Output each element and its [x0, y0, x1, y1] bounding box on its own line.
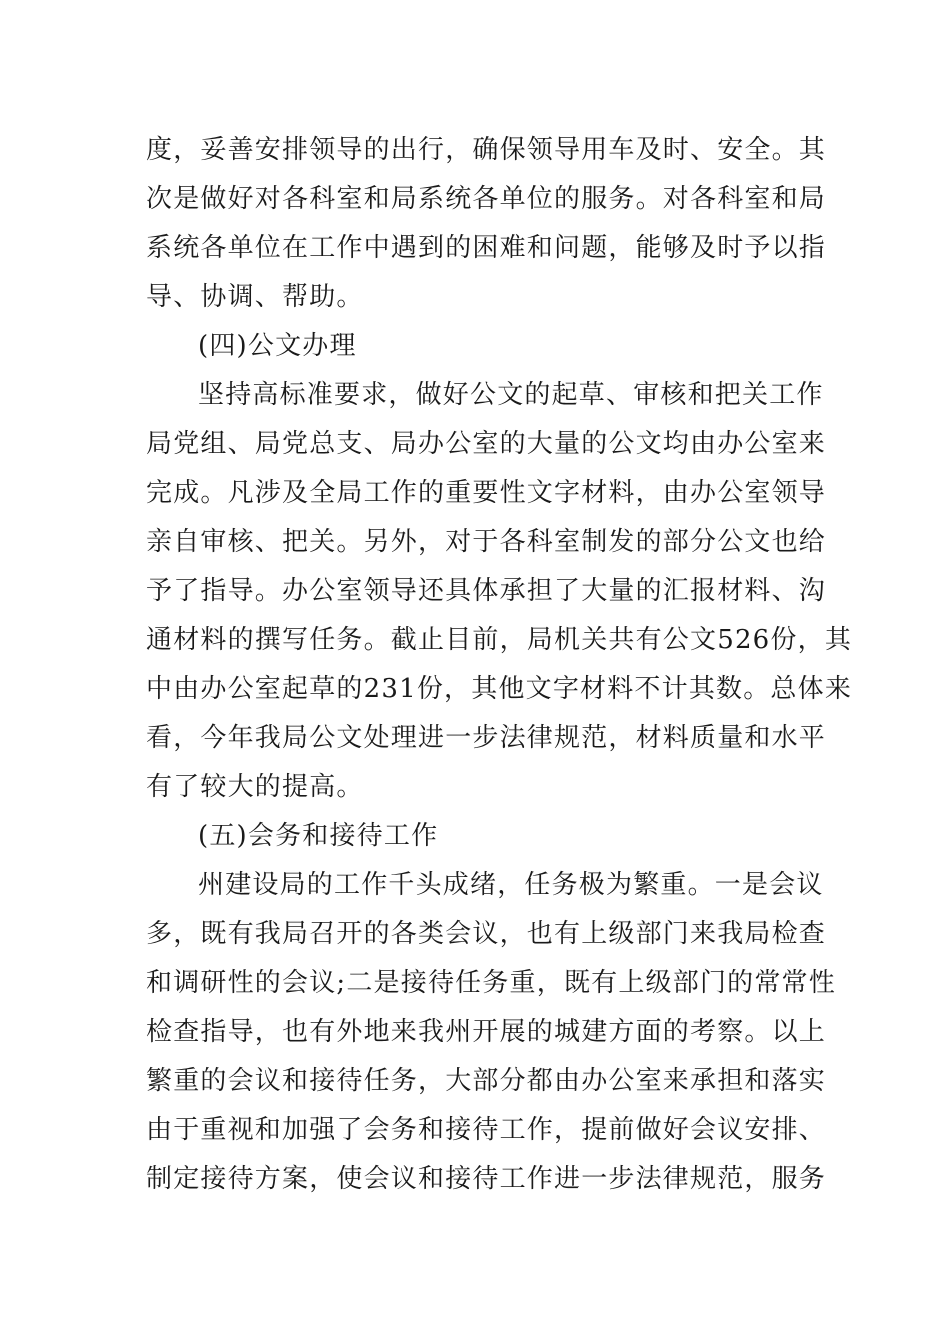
- paragraph-line: 有了较大的提高。: [146, 772, 364, 802]
- paragraph-line: 予了指导。办公室领导还具体承担了大量的汇报材料、沟: [146, 576, 827, 606]
- paragraph-line: 导、协调、帮助。: [146, 282, 364, 312]
- document-body: [146, 126, 853, 1204]
- paragraph-line: 完成。凡涉及全局工作的重要性文字材料，由办公室领导: [146, 478, 827, 508]
- paragraph-line: 通材料的撰写任务。截止目前，局机关共有公文526份，其: [146, 625, 853, 655]
- paragraph-line: 由于重视和加强了会务和接待工作，提前做好会议安排、: [146, 1115, 827, 1145]
- paragraph-line: 坚持高标准要求，做好公文的起草、审核和把关工作: [198, 380, 824, 410]
- paragraph-line: 制定接待方案，使会议和接待工作进一步法律规范，服务: [146, 1164, 827, 1194]
- paragraph-line: 看，今年我局公文处理进一步法律规范，材料质量和水平: [146, 723, 827, 753]
- paragraph-line: 和调研性的会议;二是接待任务重，既有上级部门的常常性: [146, 968, 836, 998]
- paragraph-line: 多，既有我局召开的各类会议，也有上级部门来我局检查: [146, 919, 827, 949]
- section-heading-5: (五)会务和接待工作: [198, 821, 439, 851]
- paragraph-line: 次是做好对各科室和局系统各单位的服务。对各科室和局: [146, 184, 827, 214]
- paragraph-line: 繁重的会议和接待任务，大部分都由办公室来承担和落实: [146, 1066, 827, 1096]
- paragraph-line: 局党组、局党总支、局办公室的大量的公文均由办公室来: [146, 429, 827, 459]
- paragraph-line: 系统各单位在工作中遇到的困难和问题，能够及时予以指: [146, 233, 827, 263]
- paragraph-line: 亲自审核、把关。另外，对于各科室制发的部分公文也给: [146, 527, 827, 557]
- paragraph-line: 度，妥善安排领导的出行，确保领导用车及时、安全。其: [146, 135, 827, 165]
- paragraph-line: 州建设局的工作千头成绪，任务极为繁重。一是会议: [198, 870, 824, 900]
- paragraph-line: 中由办公室起草的231份，其他文字材料不计其数。总体来: [146, 674, 853, 704]
- paragraph-line: 检查指导，也有外地来我州开展的城建方面的考察。以上: [146, 1017, 827, 1047]
- section-heading-4: (四)公文办理: [198, 331, 357, 361]
